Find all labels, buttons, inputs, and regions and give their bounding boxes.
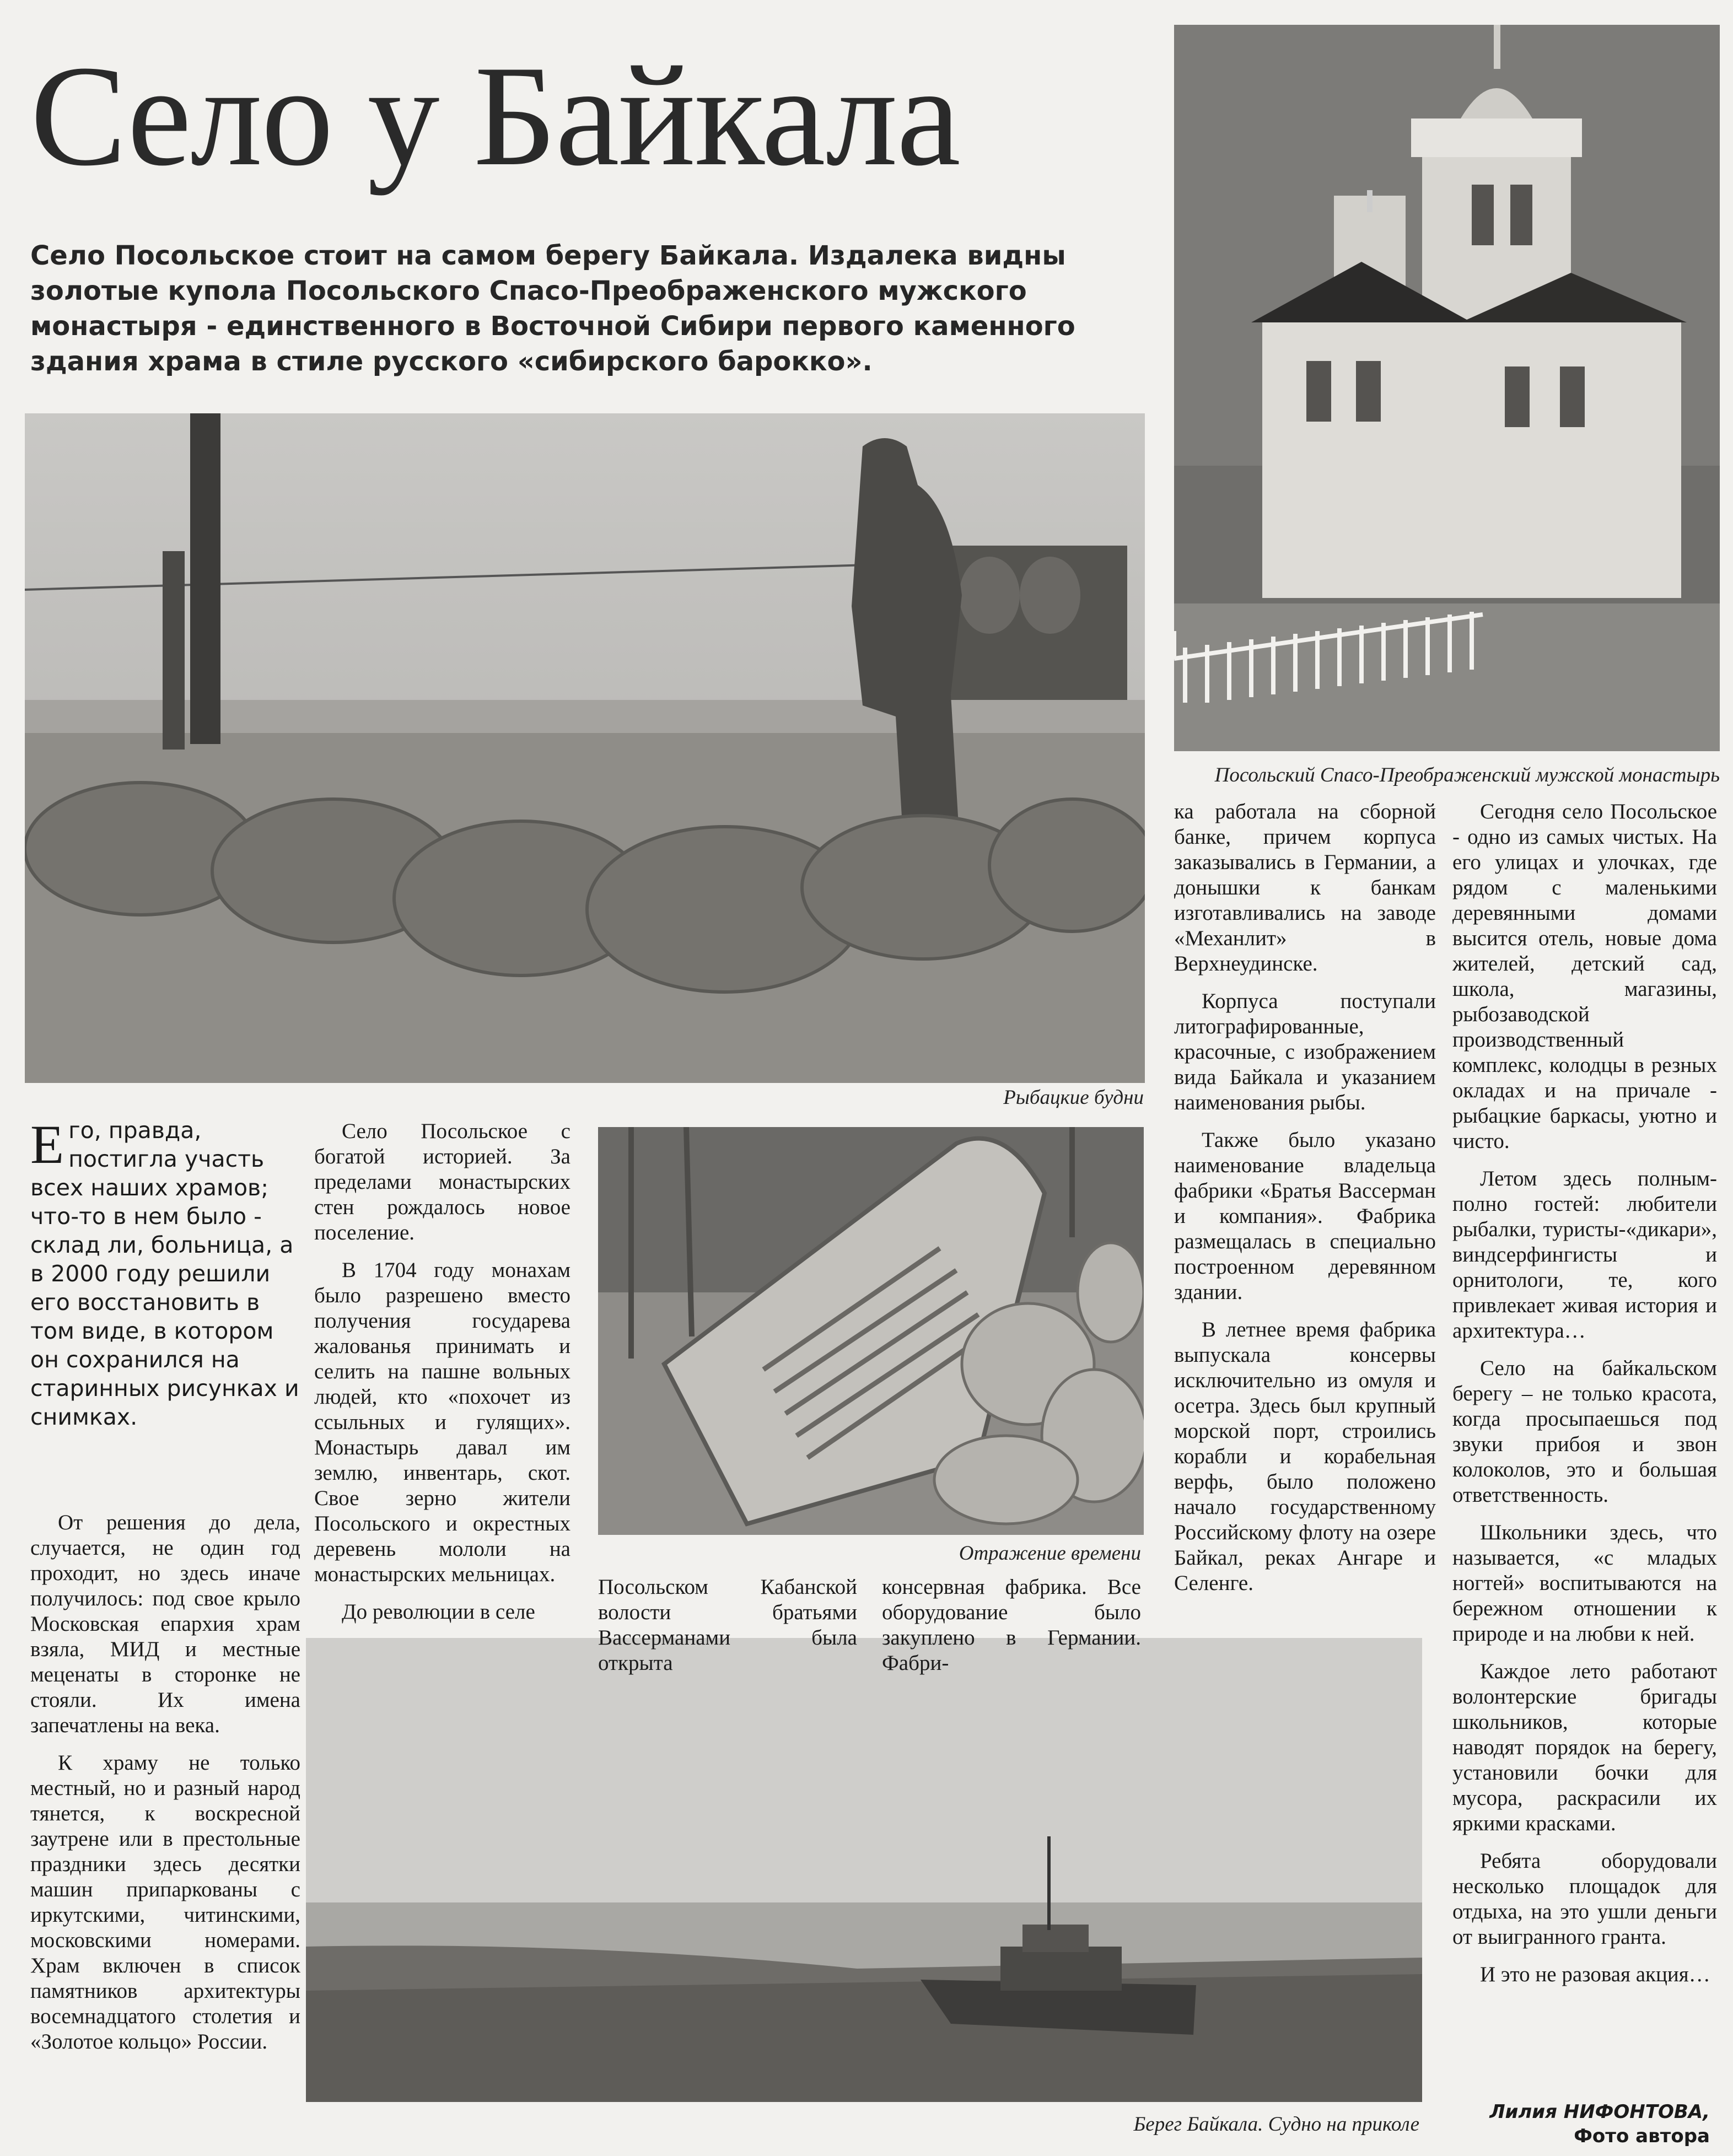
- paragraph: К храму не только местный, но и разный народ тянется, к воскресной заутрене или в престольные праздники здесь десятки машин припаркованы с иркутскими, читинскими, московскими номерами. Храм включен в список памятников архитектуры восемнадцатого столетия и «Золотое кольцо» России.: [30, 1751, 300, 2053]
- paragraph: В летнее время фабрика выпускала консервы исключительно из омуля и осетра. Здесь был крупный морской порт, строились корабли и корабельная верфь, было положено начало государственному Российскому флоту на озере Байкал, реках Ангаре и Селенге.: [1174, 1318, 1436, 1595]
- intro-text: го, правда, постигла участь всех наших храмов; что-то в нем было - склад ли, больница, а в 2000 году решили его восстановить в том виде, в котором он сохранился на старинных рисунках и снимках.: [30, 1117, 299, 1430]
- caption-monastery: Посольский Спасо-Преображенский мужской монастырь: [1214, 764, 1720, 786]
- intro-paragraph: [30, 1116, 300, 1431]
- caption-shore: Берег Байкала. Судно на приколе: [1133, 2113, 1419, 2136]
- article-column-5: [1174, 799, 1436, 1596]
- paragraph: До революции в селе: [342, 1600, 535, 1624]
- article-lede: Село Посольское стоит на самом берегу Байкала. Издалека видны золотые купола Посольского Спасо-Преображенского мужского монастыря - единственного в Восточной Сибири первого каменного здания храма в стиле русского «сибирского барокко».: [30, 240, 1075, 377]
- author-name: Лилия НИФОНТОВА,: [1489, 2101, 1710, 2123]
- photo-monastery: [1174, 25, 1720, 751]
- paragraph: Село на байкальском берегу – не только красота, когда просыпаешься под звуки прибоя и звон колоколов, это и большая ответственность.: [1452, 1356, 1717, 1507]
- article-column-2: [314, 1119, 571, 1625]
- paragraph: Корпуса поступали литографированные, красочные, с изображением вида Байкала и указанием наименования рыбы.: [1174, 989, 1436, 1114]
- paragraph: Сегодня село Посольское - одно из самых чистых. На его улицах и улочках, где рядом с маленькими деревянными домами высится отель, новые дома жителей, детский сад, школа, магазины, рыбозаводской производственный комплекс, колодцы в резных окладах и на причале - рыбацкие баркасы, уютно и чисто.: [1452, 800, 1717, 1153]
- photo-memorial: [598, 1127, 1144, 1535]
- article-column-4: [882, 1575, 1141, 1676]
- article-column-6: [1452, 799, 1717, 1987]
- paragraph: Посольском Кабанской волости братьями Вассерманами была открыта: [598, 1575, 857, 1675]
- article-column-1: [30, 1510, 300, 2055]
- paragraph: консервная фабрика. Все оборудование было закуплено в Германии. Фабри-: [882, 1575, 1141, 1675]
- paragraph: Каждое лето работают волонтерские бригады школьников, которые наводят порядок на берегу, установили бочки для мусора, раскрасили их яркими красками.: [1452, 1659, 1717, 1835]
- paragraph: ка работала на сборной банке, причем корпуса заказывались в Германии, а донышки к банкам изготавливались на заводе «Механлит» в Верхнеудинске.: [1174, 800, 1436, 975]
- paragraph: Также было указано наименование владельца фабрики «Братья Вассерман и компания». Фабрика размещалась в специально построенном деревянном здании.: [1174, 1128, 1436, 1304]
- photo-shore: [306, 1638, 1422, 2102]
- author-signature: [1489, 2100, 1710, 2148]
- paragraph: И это не разовая акция…: [1480, 1963, 1710, 1986]
- paragraph: Село Посольское с богатой историей. За пределами монастырских стен рождалось новое поселение.: [314, 1119, 571, 1244]
- paragraph: Школьники здесь, что называется, «с младых ногтей» воспитываются на бережном отношении к природе и на любви к ней.: [1452, 1521, 1717, 1646]
- caption-fishermen: Рыбацкие будни: [1003, 1086, 1144, 1109]
- drop-cap: Е: [30, 1114, 64, 1175]
- paragraph: От решения до дела, случается, не один год проходит, но здесь иначе получилось: под свое крыло Московская епархия храм взяла, МИД и местные меценаты в сторонке не стояли. Их имена запечатлены на века.: [30, 1511, 300, 1737]
- paragraph: Летом здесь полным-полно гостей: любители рыбалки, туристы-«дикари», виндсерфингисты и орнитологи, те, кого привлекает живая история и архитектура…: [1452, 1167, 1717, 1343]
- photo-credit: Фото автора: [1574, 2125, 1710, 2147]
- caption-memorial: Отражение времени: [959, 1542, 1141, 1565]
- photo-fishermen: [25, 413, 1145, 1083]
- paragraph: В 1704 году монахам было разрешено вместо получения государева жалованья принимать и селить на пашне вольных людей, кто «похочет из ссыльных и гулящих». Монастырь давал им землю, инвентарь, скот. Свое зерно жители Посольского и окрестных деревень мололи на монастырских мельницах.: [314, 1258, 571, 1586]
- article-column-3: [598, 1575, 857, 1676]
- article-title: Село у Байкала: [30, 36, 960, 196]
- paragraph: Ребята оборудовали несколько площадок для отдыха, на это ушли деньги от выигранного гранта.: [1452, 1849, 1717, 1949]
